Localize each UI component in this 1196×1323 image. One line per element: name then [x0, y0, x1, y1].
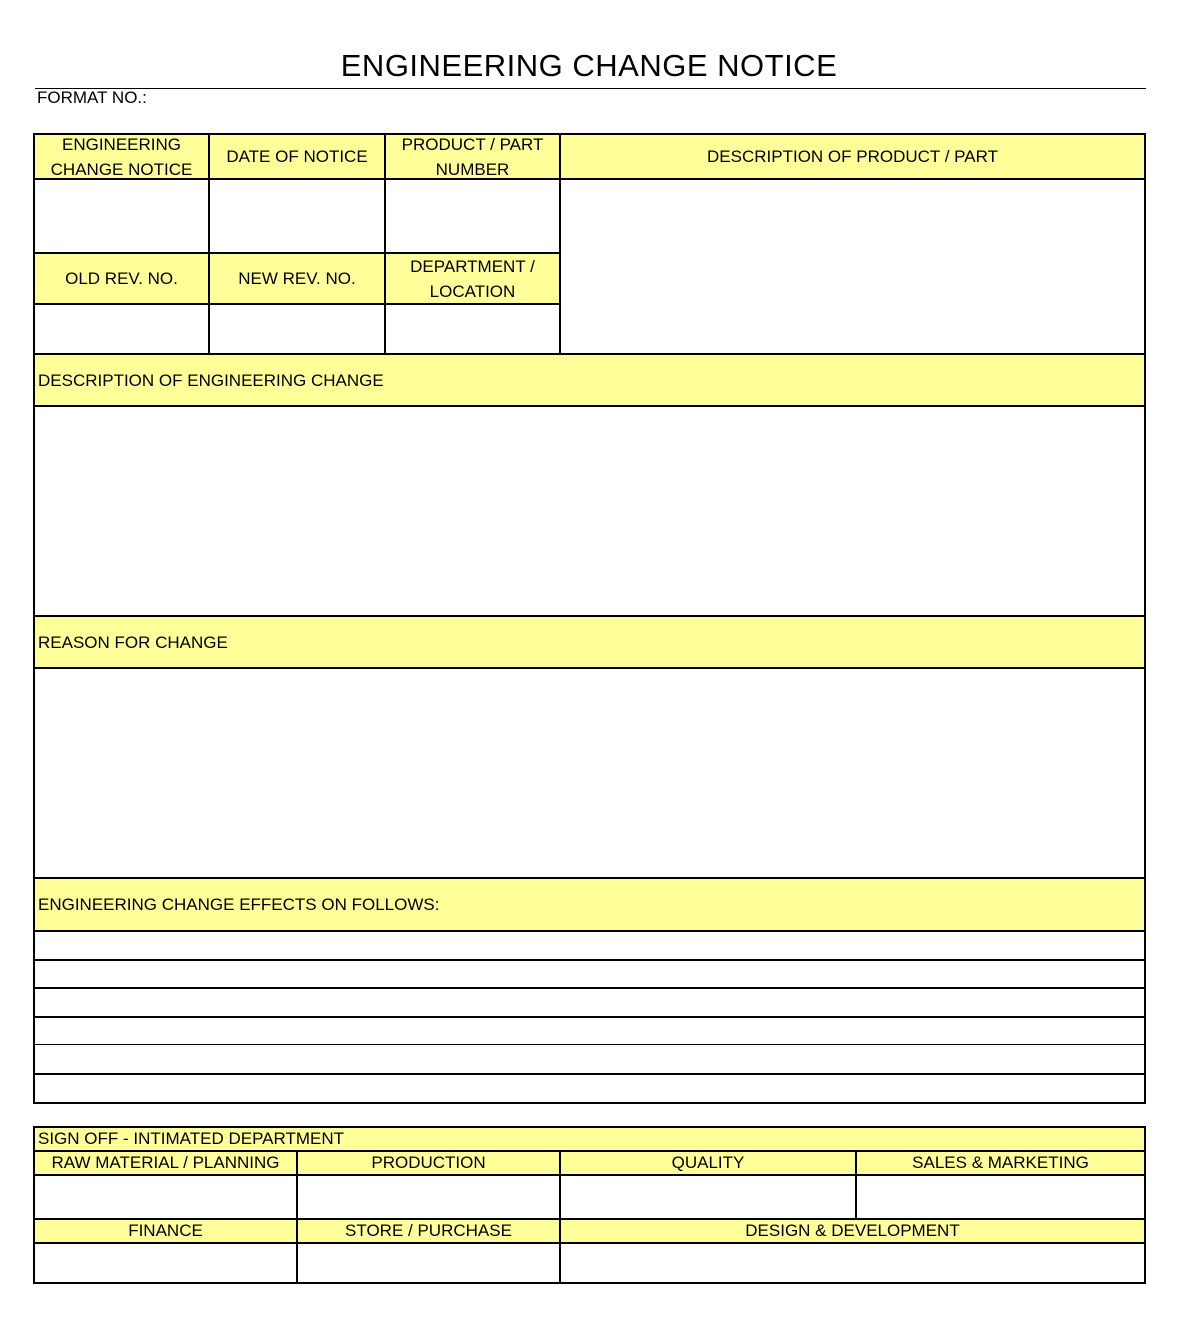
ecn-input-cell[interactable]: [35, 180, 208, 252]
part-number-input-cell[interactable]: [386, 180, 559, 252]
signoff-design-development: DESIGN & DEVELOPMENT: [745, 1221, 960, 1240]
product-description-input-cell[interactable]: [561, 180, 1144, 353]
effects-row[interactable]: [35, 1046, 1144, 1073]
signoff-sales-input[interactable]: [857, 1176, 1144, 1218]
section-reason-for-change: REASON FOR CHANGE: [35, 617, 1144, 667]
divider: [384, 135, 386, 354]
signoff-design-input[interactable]: [561, 1244, 1144, 1282]
divider: [559, 1152, 561, 1282]
signoff-production-input[interactable]: [298, 1176, 559, 1218]
header-part-number: PRODUCT / PART NUMBER: [401, 134, 544, 179]
header-date-of-notice: DATE OF NOTICE: [226, 147, 368, 166]
effects-row[interactable]: [35, 1018, 1144, 1044]
signoff-store-purchase: STORE / PURCHASE: [345, 1221, 512, 1240]
signoff-raw-material: RAW MATERIAL / PLANNING: [51, 1153, 280, 1172]
signoff-raw-material-input[interactable]: [35, 1176, 296, 1218]
signoff-title: SIGN OFF - INTIMATED DEPARTMENT: [35, 1128, 1144, 1150]
date-input-cell[interactable]: [210, 180, 384, 252]
old-rev-input-cell[interactable]: [35, 305, 208, 353]
divider: [208, 135, 210, 354]
header-old-rev: OLD REV. NO.: [65, 269, 178, 288]
effects-row[interactable]: [35, 961, 1144, 987]
signoff-quality: QUALITY: [671, 1153, 745, 1172]
department-input-cell[interactable]: [386, 305, 559, 353]
effects-row[interactable]: [35, 989, 1144, 1016]
header-new-rev: NEW REV. NO.: [238, 269, 356, 288]
format-number-label: FORMAT NO.:: [37, 88, 147, 107]
divider: [35, 1044, 1145, 1045]
divider: [296, 1152, 298, 1282]
divider: [855, 1152, 857, 1219]
section-effects: ENGINEERING CHANGE EFFECTS ON FOLLOWS:: [35, 879, 1144, 930]
effects-row[interactable]: [35, 1075, 1144, 1102]
new-rev-input-cell[interactable]: [210, 305, 384, 353]
signoff-store-input[interactable]: [298, 1244, 559, 1282]
effects-row[interactable]: [35, 932, 1144, 959]
reason-input[interactable]: [35, 669, 1144, 877]
section-description-of-change: DESCRIPTION OF ENGINEERING CHANGE: [35, 355, 1144, 405]
signoff-sales-marketing: SALES & MARKETING: [912, 1153, 1089, 1172]
title-underline: [35, 88, 1146, 89]
signoff-quality-input[interactable]: [561, 1176, 855, 1218]
signoff-finance-input[interactable]: [35, 1244, 296, 1282]
change-description-input[interactable]: [35, 407, 1144, 615]
signoff-finance: FINANCE: [128, 1221, 203, 1240]
signoff-production: PRODUCTION: [371, 1153, 486, 1172]
header-ecn: ENGINEERING CHANGE NOTICE: [50, 134, 193, 179]
document-title: ENGINEERING CHANGE NOTICE: [340, 48, 838, 83]
header-description-of-product: DESCRIPTION OF PRODUCT / PART: [707, 147, 998, 166]
divider: [559, 135, 561, 354]
header-department: DEPARTMENT / LOCATION: [410, 256, 535, 301]
